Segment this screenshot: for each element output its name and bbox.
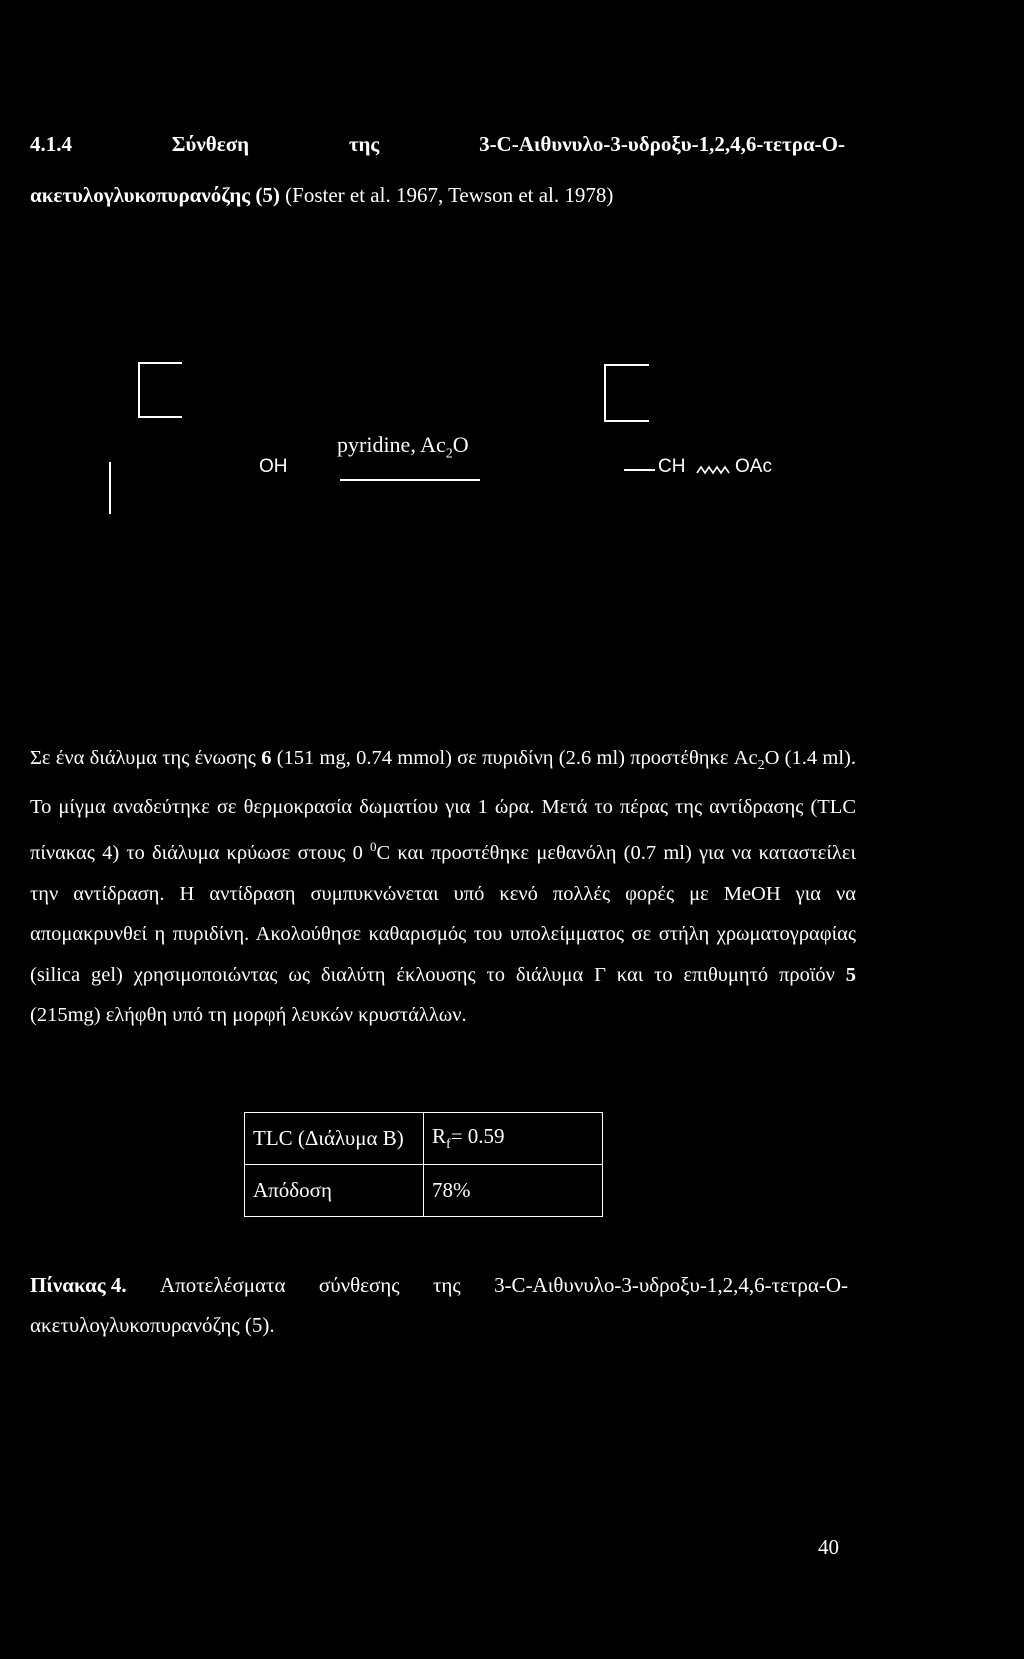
table-cell-yield-label: Απόδοση (245, 1165, 424, 1217)
section-number: 4.1.4 (30, 132, 72, 156)
scheme-bond-left-lower (109, 462, 111, 514)
scheme-bond-left-top (138, 362, 182, 364)
caption-word-of: της (432, 1273, 461, 1297)
scheme-bond-right-vertical (604, 364, 606, 421)
scheme-hydroxyl-label: OH (259, 456, 288, 477)
procedure-paragraph: Σε ένα διάλυμα της ένωσης 6 (151 mg, 0.74 mmol) σε πυριδίνη (2.6 ml) προστέθηκε $Ac_2O$ (1.4 ml). Το μίγμα αναδεύτηκε σε θερμοκρασία δωματίου για 1 ώρα. Μετά το πέρας της αντίδρασης (TLC πίνακας 4) το διάλυμα κρύωσε στους 0 $^0$C και προστέθηκε μεθανόλη (0.7 ml) για να καταστείλει την αντίδραση. Η αντίδραση συμπυκνώνεται υπό κενό πολλές φορές με MeOH για να απομακρυνθεί η πυριδίνη. Ακολούθησε καθαρισμός του υπολείμματος σε στήλη χρωματογραφίας (silica gel) χρησιμοποιώντας ως διαλύτη έκλουσης το διάλυμα Γ και το επιθυμητό προϊόν 5 (215mg) ελήφθη υπό τη μορφή λευκών κρυστάλλων. (30, 747, 856, 1027)
table-cell-tlc-label: TLC (Διάλυμα Β) (245, 1113, 424, 1165)
scheme-wavy-bond-icon (695, 461, 733, 477)
scheme-acetate-label: OAc (735, 456, 772, 477)
scheme-bond-left-vertical (138, 362, 140, 417)
table-row (245, 1165, 603, 1217)
scheme-reagent-label: pyridine, $Ac_2O$ (337, 432, 469, 462)
heading-word-synthesis: Σύνθεση (171, 132, 250, 156)
table-cell-rf-value: $R_f= 0.59$ (424, 1113, 603, 1165)
section-heading (30, 132, 845, 208)
table-row (245, 1113, 603, 1165)
scheme-bond-right-top (604, 364, 649, 366)
scheme-bond-right-bottom (604, 420, 649, 422)
heading-compound-part1: 3-C-Αιθυνυλο-3-υδροξυ-1,2,4,6-τετρα-Ο- (479, 132, 845, 156)
heading-word-of: της (348, 132, 380, 156)
scheme-bond-right-ch (624, 469, 655, 471)
heading-compound-part2: ακετυλογλυκοπυρανόζης (5) (30, 183, 280, 207)
table-cell-yield-value: 78% (424, 1165, 603, 1217)
caption-compound-part2: ακετυλογλυκοπυρανόζης (5). (30, 1313, 275, 1337)
table-caption (30, 1265, 848, 1345)
caption-word-synthesis: σύνθεσης (318, 1273, 400, 1297)
caption-compound-part1: 3-C-Αιθυνυλο-3-υδροξυ-1,2,4,6-τετρα-Ο- (494, 1273, 848, 1297)
results-table (244, 1112, 603, 1217)
scheme-ethynyl-label: CH (658, 456, 686, 477)
caption-number: 4. (110, 1273, 127, 1297)
caption-word-results: Αποτελέσματα (159, 1273, 286, 1297)
heading-references: (Foster et al. 1967, Tewson et al. 1978) (279, 183, 614, 207)
page-number: 40 (818, 1535, 839, 1559)
scheme-reaction-arrow (340, 479, 480, 481)
scheme-bond-left-bottom (138, 416, 182, 418)
caption-label: Πίνακας (30, 1273, 106, 1297)
